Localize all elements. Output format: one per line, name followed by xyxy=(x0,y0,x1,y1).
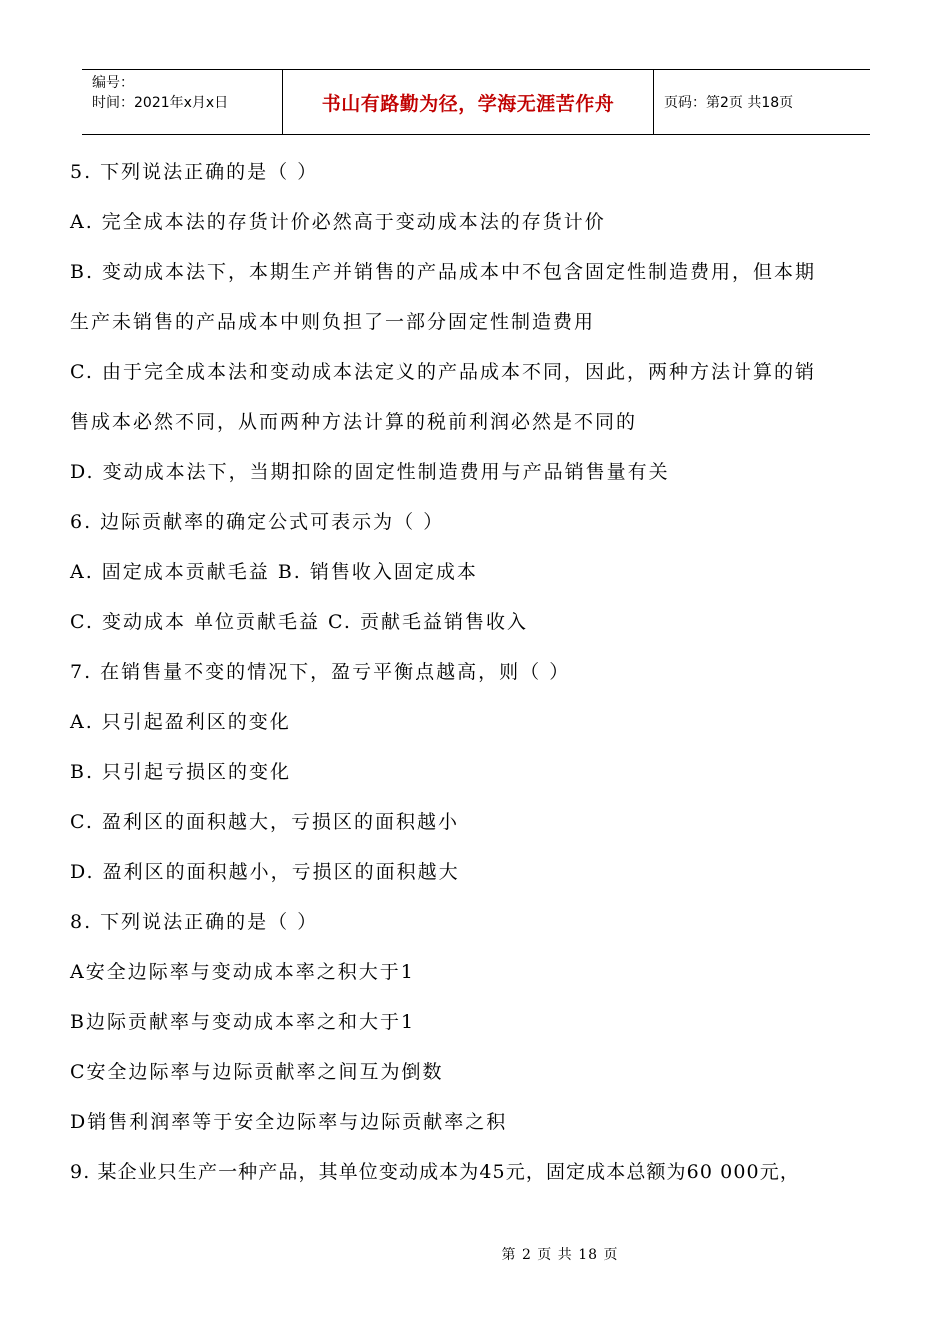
document-date-label: 时间：2021年x月x日 xyxy=(92,95,229,111)
question-5-option-b-continued: 生产未销售的产品成本中则负担了一部分固定性制造费用 xyxy=(70,311,596,333)
question-5-option-c: C. 由于完全成本法和变动成本法定义的产品成本不同，因此，两种方法计算的销 xyxy=(70,361,816,383)
question-8-stem: 8. 下列说法正确的是（ ） xyxy=(70,911,319,933)
question-5-option-b: B. 变动成本法下，本期生产并销售的产品成本中不包含固定性制造费用，但本期 xyxy=(70,261,817,283)
question-7-option-b: B. 只引起亏损区的变化 xyxy=(70,761,292,783)
page-header xyxy=(82,69,870,135)
question-8-option-b: B边际贡献率与变动成本率之和大于1 xyxy=(70,1011,416,1033)
question-6-options-cc: C. 变动成本 单位贡献毛益 C. 贡献毛益销售收入 xyxy=(70,611,528,633)
question-8-option-a: A安全边际率与变动成本率之积大于1 xyxy=(70,961,415,983)
question-7-stem: 7. 在销售量不变的情况下，盈亏平衡点越高，则（ ） xyxy=(70,661,571,683)
header-meta xyxy=(82,70,282,134)
page-footer xyxy=(0,1244,950,1264)
document-number-label: 编号： xyxy=(92,75,134,91)
question-8-option-d: D销售利润率等于安全边际率与边际贡献率之积 xyxy=(70,1111,508,1133)
question-5-option-c-continued: 售成本必然不同，从而两种方法计算的税前利润必然是不同的 xyxy=(70,411,638,433)
question-6-options-ab: A. 固定成本贡献毛益 B. 销售收入固定成本 xyxy=(70,561,478,583)
question-7-option-d: D. 盈利区的面积越小，亏损区的面积越大 xyxy=(70,861,460,883)
question-7-option-a: A. 只引起盈利区的变化 xyxy=(70,711,291,733)
question-5-option-a: A. 完全成本法的存货计价必然高于变动成本法的存货计价 xyxy=(70,211,606,233)
question-8-option-c: C安全边际率与边际贡献率之间互为倒数 xyxy=(70,1061,444,1083)
header-page-info: 页码：第2页 共18页 xyxy=(664,95,794,111)
header-motto-cell xyxy=(282,70,654,134)
document-body xyxy=(70,161,882,1197)
question-5-stem: 5. 下列说法正确的是（ ） xyxy=(70,161,319,183)
footer-page-number: 第 2 页 共 18 页 xyxy=(501,1247,619,1263)
question-5-option-d: D. 变动成本法下，当期扣除的固定性制造费用与产品销售量有关 xyxy=(70,461,670,483)
question-9-stem: 9. 某企业只生产一种产品，其单位变动成本为45元，固定成本总额为60 000元， xyxy=(70,1161,800,1183)
header-motto: 书山有路勤为径，学海无涯苦作舟 xyxy=(321,92,615,115)
question-6-stem: 6. 边际贡献率的确定公式可表示为（ ） xyxy=(70,511,445,533)
question-7-option-c: C. 盈利区的面积越大，亏损区的面积越小 xyxy=(70,811,459,833)
header-page-info-cell xyxy=(654,70,870,134)
